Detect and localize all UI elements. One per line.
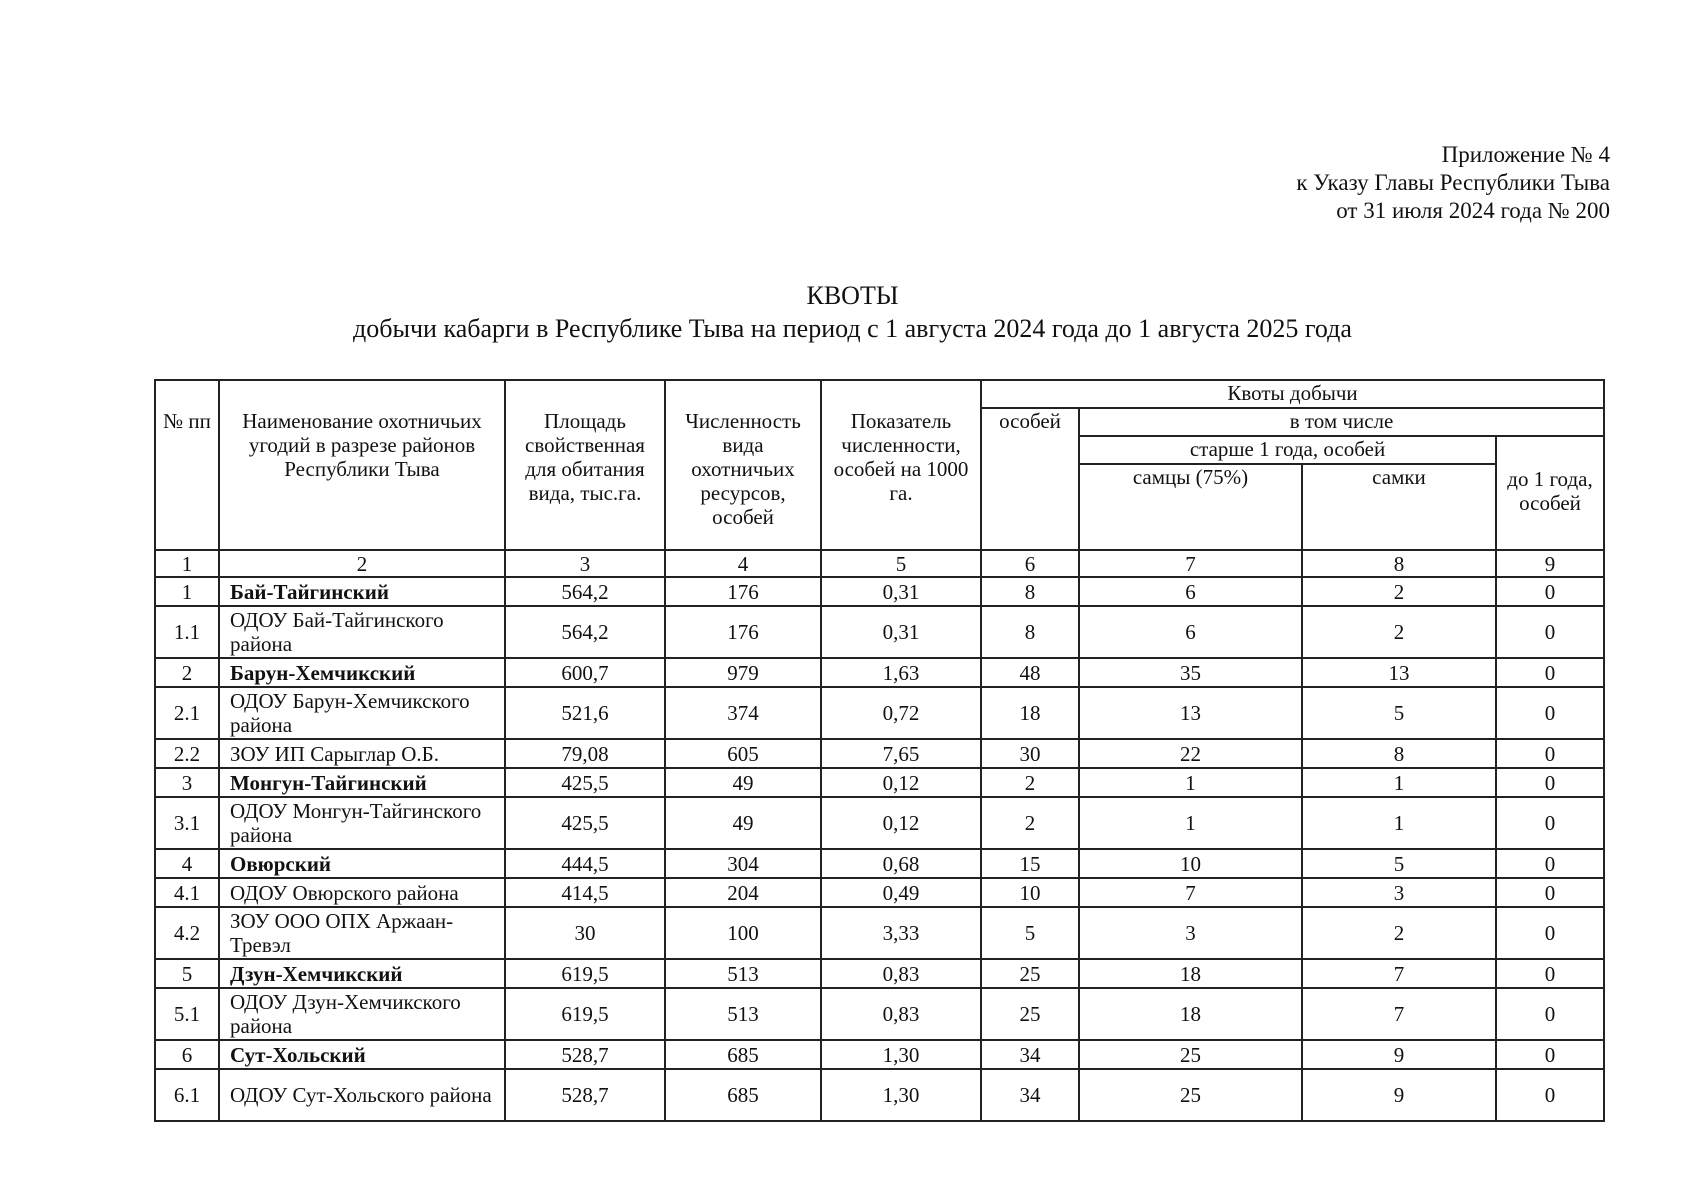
cell-num: 4.1 xyxy=(155,878,219,907)
cell-males: 22 xyxy=(1079,739,1302,768)
table-row xyxy=(155,988,1604,1040)
cell-females: 7 xyxy=(1302,988,1496,1040)
cell-name: ОДОУ Барун-Хемчикского района xyxy=(219,687,505,739)
cell-num: 4 xyxy=(155,849,219,878)
cell-name: ОДОУ Овюрского района xyxy=(219,878,505,907)
table-row xyxy=(155,658,1604,687)
cell-population: 100 xyxy=(665,907,821,959)
cell-population: 374 xyxy=(665,687,821,739)
cell-density: 0,68 xyxy=(821,849,981,878)
cell-males: 1 xyxy=(1079,797,1302,849)
header-quotas: Квоты добычи xyxy=(981,380,1604,408)
header-under-1-year: до 1 года, особей xyxy=(1496,436,1604,550)
cell-males: 10 xyxy=(1079,849,1302,878)
cell-num: 4.2 xyxy=(155,907,219,959)
cell-total: 25 xyxy=(981,959,1079,988)
cell-density: 1,30 xyxy=(821,1040,981,1069)
cell-density: 7,65 xyxy=(821,739,981,768)
cell-name: Бай-Тайгинский xyxy=(219,577,505,606)
cell-females: 3 xyxy=(1302,878,1496,907)
cell-males: 3 xyxy=(1079,907,1302,959)
column-number: 9 xyxy=(1496,550,1604,577)
header-density: Показатель численности, особей на 1000 га. xyxy=(821,380,981,550)
table-row xyxy=(155,606,1604,658)
header-area: Площадь свойственная для обитания вида, тыс.га. xyxy=(505,380,665,550)
cell-under1: 0 xyxy=(1496,878,1604,907)
cell-total: 8 xyxy=(981,606,1079,658)
cell-total: 10 xyxy=(981,878,1079,907)
cell-males: 18 xyxy=(1079,959,1302,988)
cell-population: 49 xyxy=(665,768,821,797)
cell-area: 564,2 xyxy=(505,577,665,606)
cell-males: 7 xyxy=(1079,878,1302,907)
column-number: 5 xyxy=(821,550,981,577)
cell-density: 1,30 xyxy=(821,1069,981,1121)
cell-total: 8 xyxy=(981,577,1079,606)
column-number: 7 xyxy=(1079,550,1302,577)
cell-population: 304 xyxy=(665,849,821,878)
cell-density: 0,83 xyxy=(821,959,981,988)
cell-num: 2.1 xyxy=(155,687,219,739)
cell-males: 18 xyxy=(1079,988,1302,1040)
header-num: № пп xyxy=(155,380,219,550)
column-number-row xyxy=(155,550,1604,577)
cell-under1: 0 xyxy=(1496,739,1604,768)
cell-area: 521,6 xyxy=(505,687,665,739)
cell-area: 600,7 xyxy=(505,658,665,687)
table-row xyxy=(155,849,1604,878)
cell-total: 2 xyxy=(981,768,1079,797)
cell-males: 6 xyxy=(1079,606,1302,658)
cell-name: ЗОУ ИП Сарыглар О.Б. xyxy=(219,739,505,768)
cell-num: 3 xyxy=(155,768,219,797)
cell-males: 1 xyxy=(1079,768,1302,797)
cell-females: 9 xyxy=(1302,1069,1496,1121)
cell-total: 5 xyxy=(981,907,1079,959)
table-row xyxy=(155,1069,1604,1121)
cell-population: 176 xyxy=(665,577,821,606)
cell-num: 1.1 xyxy=(155,606,219,658)
document-title xyxy=(0,279,1705,345)
cell-population: 49 xyxy=(665,797,821,849)
cell-under1: 0 xyxy=(1496,797,1604,849)
appendix-line-2: к Указу Главы Республики Тыва xyxy=(1296,170,1610,195)
cell-population: 685 xyxy=(665,1069,821,1121)
cell-area: 528,7 xyxy=(505,1069,665,1121)
cell-area: 528,7 xyxy=(505,1040,665,1069)
cell-females: 7 xyxy=(1302,959,1496,988)
cell-males: 13 xyxy=(1079,687,1302,739)
cell-density: 1,63 xyxy=(821,658,981,687)
column-number: 8 xyxy=(1302,550,1496,577)
header-population: Численность вида охотничьих ресурсов, особей xyxy=(665,380,821,550)
title-subtitle: добычи кабарги в Республике Тыва на период с 1 августа 2024 года до 1 августа 2025 года xyxy=(353,314,1352,343)
cell-num: 1 xyxy=(155,577,219,606)
cell-num: 3.1 xyxy=(155,797,219,849)
cell-under1: 0 xyxy=(1496,1069,1604,1121)
cell-males: 25 xyxy=(1079,1069,1302,1121)
title-main: КВОТЫ xyxy=(806,281,899,310)
table-row xyxy=(155,959,1604,988)
cell-total: 25 xyxy=(981,988,1079,1040)
cell-area: 425,5 xyxy=(505,768,665,797)
cell-under1: 0 xyxy=(1496,606,1604,658)
cell-males: 25 xyxy=(1079,1040,1302,1069)
header-older-than-1-year: старше 1 года, особей xyxy=(1079,436,1496,464)
cell-num: 5.1 xyxy=(155,988,219,1040)
cell-area: 425,5 xyxy=(505,797,665,849)
column-number: 1 xyxy=(155,550,219,577)
table-row xyxy=(155,878,1604,907)
cell-under1: 0 xyxy=(1496,988,1604,1040)
cell-males: 6 xyxy=(1079,577,1302,606)
table-row xyxy=(155,577,1604,606)
cell-females: 2 xyxy=(1302,577,1496,606)
cell-population: 513 xyxy=(665,959,821,988)
table-row xyxy=(155,687,1604,739)
header-females: самки xyxy=(1302,464,1496,550)
quota-table xyxy=(154,379,1605,1122)
cell-density: 0,49 xyxy=(821,878,981,907)
cell-total: 48 xyxy=(981,658,1079,687)
cell-density: 0,83 xyxy=(821,988,981,1040)
cell-area: 564,2 xyxy=(505,606,665,658)
cell-name: Дзун-Хемчикский xyxy=(219,959,505,988)
cell-name: ЗОУ ООО ОПХ Аржаан-Тревэл xyxy=(219,907,505,959)
cell-density: 0,72 xyxy=(821,687,981,739)
cell-males: 35 xyxy=(1079,658,1302,687)
cell-under1: 0 xyxy=(1496,907,1604,959)
cell-females: 13 xyxy=(1302,658,1496,687)
cell-under1: 0 xyxy=(1496,768,1604,797)
cell-area: 619,5 xyxy=(505,959,665,988)
header-individuals: особей xyxy=(981,408,1079,550)
cell-area: 30 xyxy=(505,907,665,959)
cell-females: 1 xyxy=(1302,768,1496,797)
cell-females: 5 xyxy=(1302,687,1496,739)
cell-name: Овюрский xyxy=(219,849,505,878)
cell-under1: 0 xyxy=(1496,959,1604,988)
cell-females: 9 xyxy=(1302,1040,1496,1069)
cell-name: ОДОУ Бай-Тайгинского района xyxy=(219,606,505,658)
cell-under1: 0 xyxy=(1496,687,1604,739)
cell-under1: 0 xyxy=(1496,849,1604,878)
cell-total: 18 xyxy=(981,687,1079,739)
table-row xyxy=(155,768,1604,797)
cell-density: 0,12 xyxy=(821,797,981,849)
cell-num: 2.2 xyxy=(155,739,219,768)
cell-females: 1 xyxy=(1302,797,1496,849)
column-number: 6 xyxy=(981,550,1079,577)
appendix-line-1: Приложение № 4 xyxy=(1441,142,1610,167)
cell-population: 176 xyxy=(665,606,821,658)
cell-area: 619,5 xyxy=(505,988,665,1040)
cell-name: ОДОУ Монгун-Тайгинского района xyxy=(219,797,505,849)
cell-population: 513 xyxy=(665,988,821,1040)
cell-total: 34 xyxy=(981,1040,1079,1069)
cell-under1: 0 xyxy=(1496,1040,1604,1069)
table-row xyxy=(155,739,1604,768)
cell-population: 979 xyxy=(665,658,821,687)
cell-density: 0,31 xyxy=(821,577,981,606)
cell-area: 79,08 xyxy=(505,739,665,768)
table-row xyxy=(155,907,1604,959)
cell-density: 3,33 xyxy=(821,907,981,959)
cell-females: 2 xyxy=(1302,907,1496,959)
appendix-reference xyxy=(1296,141,1610,225)
cell-num: 6 xyxy=(155,1040,219,1069)
appendix-line-3: от 31 июля 2024 года № 200 xyxy=(1336,198,1610,223)
cell-area: 444,5 xyxy=(505,849,665,878)
cell-density: 0,31 xyxy=(821,606,981,658)
cell-num: 6.1 xyxy=(155,1069,219,1121)
cell-total: 30 xyxy=(981,739,1079,768)
table-row xyxy=(155,797,1604,849)
cell-name: Сут-Хольский xyxy=(219,1040,505,1069)
column-number: 3 xyxy=(505,550,665,577)
cell-population: 685 xyxy=(665,1040,821,1069)
cell-under1: 0 xyxy=(1496,658,1604,687)
cell-area: 414,5 xyxy=(505,878,665,907)
column-number: 2 xyxy=(219,550,505,577)
cell-num: 5 xyxy=(155,959,219,988)
cell-total: 34 xyxy=(981,1069,1079,1121)
column-number: 4 xyxy=(665,550,821,577)
header-males: самцы (75%) xyxy=(1079,464,1302,550)
cell-name: ОДОУ Дзун-Хемчикского района xyxy=(219,988,505,1040)
cell-density: 0,12 xyxy=(821,768,981,797)
cell-name: ОДОУ Сут-Хольского района xyxy=(219,1069,505,1121)
cell-total: 2 xyxy=(981,797,1079,849)
cell-females: 5 xyxy=(1302,849,1496,878)
cell-population: 605 xyxy=(665,739,821,768)
cell-total: 15 xyxy=(981,849,1079,878)
cell-name: Барун-Хемчикский xyxy=(219,658,505,687)
header-name: Наименование охотничьих угодий в разрезе районов Республики Тыва xyxy=(219,380,505,550)
cell-population: 204 xyxy=(665,878,821,907)
cell-num: 2 xyxy=(155,658,219,687)
cell-females: 2 xyxy=(1302,606,1496,658)
header-including: в том числе xyxy=(1079,408,1604,436)
table-row xyxy=(155,1040,1604,1069)
cell-name: Монгун-Тайгинский xyxy=(219,768,505,797)
cell-females: 8 xyxy=(1302,739,1496,768)
cell-under1: 0 xyxy=(1496,577,1604,606)
